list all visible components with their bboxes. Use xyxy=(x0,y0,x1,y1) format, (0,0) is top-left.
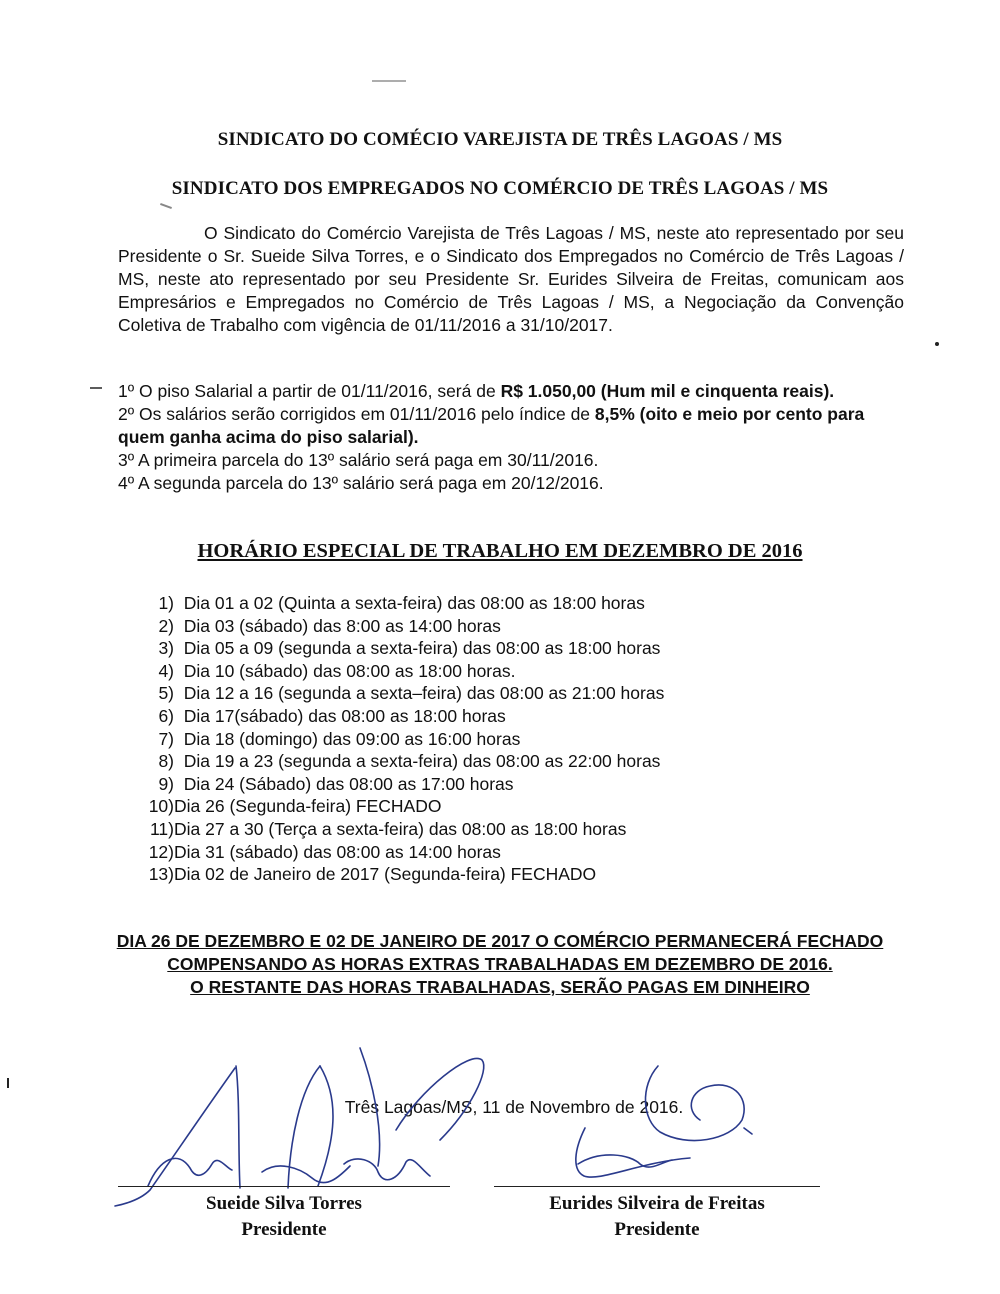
closure-notice-line-1: DIA 26 DE DEZEMBRO E 02 DE JANEIRO DE 2017 O COMÉRCIO PERMANECERÁ FECHADO COMPENSANDO AS HORAS EXTRAS TRABALHADAS EM DEZEMBRO DE 2016. xyxy=(116,931,884,974)
item-text: Dia 10 (sábado) das 08:00 as 18:00 horas. xyxy=(183,660,516,681)
item-text: Dia 24 (Sábado) das 08:00 as 17:00 horas xyxy=(183,773,514,794)
clause-2-text: 2º Os salários serão corrigidos em 01/11/2016 pelo índice de xyxy=(118,404,595,424)
clause-2-bold: 8,5% (oito e meio por cento para quem ganha acima do piso salarial). xyxy=(118,404,865,447)
item-number: 5) xyxy=(158,683,174,704)
item-text: Dia 12 a 16 (segunda a sexta–feira) das 08:00 as 21:00 horas xyxy=(183,683,665,704)
signatory-left-role: Presidente xyxy=(241,1219,327,1240)
item-text: Dia 19 a 23 (segunda a sexta-feira) das 08:00 as 22:00 horas xyxy=(183,751,661,772)
union-title-employees: SINDICATO DOS EMPREGADOS NO COMÉRCIO DE TRÊS LAGOAS / MS xyxy=(171,178,829,199)
clause-3: 3º A primeira parcela do 13º salário será paga em 30/11/2016. xyxy=(118,450,599,470)
clause-4: 4º A segunda parcela do 13º salário será paga em 20/12/2016. xyxy=(118,473,604,493)
item-text: Dia 18 (domingo) das 09:00 as 16:00 horas xyxy=(183,728,521,749)
intro-paragraph: O Sindicato do Comércio Varejista de Três Lagoas / MS, neste ato representado por seu Presidente o Sr. Sueide Silva Torres, e o Sindicato dos Empregados no Comércio de Três Lagoas / MS, neste ato representado por seu Presidente Sr. Eurides Silveira de Freitas, comunicam aos Empresários e Empregados no Comércio de Três Lagoas / MS, a Negociação da Convenção Coletiva de Trabalho com vigência de 01/11/2016 a 31/10/2017. xyxy=(118,223,904,335)
item-number: 10) xyxy=(148,796,174,817)
item-number: 1) xyxy=(158,593,174,613)
clause-1-text: 1º O piso Salarial a partir de 01/11/2016, será de xyxy=(118,381,501,401)
place-and-date: Três Lagoas/MS, 11 de Novembro de 2016. xyxy=(344,1097,684,1117)
item-text: Dia 05 a 09 (segunda a sexta-feira) das 08:00 as 18:00 horas xyxy=(183,638,661,659)
item-text: Dia 27 a 30 (Terça a sexta-feira) das 08:00 as 18:00 horas xyxy=(174,818,627,839)
item-number: 9) xyxy=(158,773,174,794)
item-number: 2) xyxy=(158,615,174,636)
item-text: Dia 03 (sábado) das 8:00 as 14:00 horas xyxy=(183,615,501,636)
union-title-employers: SINDICATO DO COMÉCIO VAREJISTA DE TRÊS LAGOAS / MS xyxy=(217,129,783,150)
signatory-right-name: Eurides Silveira de Freitas xyxy=(549,1193,765,1214)
signatory-right xyxy=(494,1191,820,1243)
item-text: Dia 02 de Janeiro de 2017 (Segunda-feira) FECHADO xyxy=(174,864,597,885)
item-text: Dia 26 (Segunda-feira) FECHADO xyxy=(174,796,442,817)
schedule-heading: HORÁRIO ESPECIAL DE TRABALHO EM DEZEMBRO DE 2016 xyxy=(197,540,803,562)
item-number: 4) xyxy=(158,660,174,681)
item-text: Dia 31 (sábado) das 08:00 as 14:00 horas xyxy=(174,841,501,862)
item-number: 3) xyxy=(158,638,174,659)
signatory-right-role: Presidente xyxy=(614,1219,700,1240)
signature-line-right xyxy=(494,1186,820,1187)
item-number: 7) xyxy=(158,728,174,749)
item-number: 13) xyxy=(148,864,174,885)
item-text: Dia 17(sábado) das 08:00 as 18:00 horas xyxy=(183,705,506,726)
signatory-left xyxy=(118,1191,450,1243)
signature-line-left xyxy=(118,1186,450,1187)
closure-notice-line-2: O RESTANTE DAS HORAS TRABALHADAS, SERÃO PAGAS EM DINHEIRO xyxy=(190,977,810,997)
clause-1-bold: R$ 1.050,00 (Hum mil e cinquenta reais). xyxy=(500,381,835,401)
item-number: 12) xyxy=(148,841,174,862)
signature-eurides xyxy=(576,1066,752,1177)
item-number: 8) xyxy=(158,751,174,772)
signature-sueide xyxy=(115,1048,484,1206)
signatory-left-name: Sueide Silva Torres xyxy=(206,1193,362,1214)
item-number: 6) xyxy=(158,705,174,726)
item-number: 11) xyxy=(150,818,174,839)
item-text: Dia 01 a 02 (Quinta a sexta-feira) das 08:00 as 18:00 horas xyxy=(183,593,645,613)
